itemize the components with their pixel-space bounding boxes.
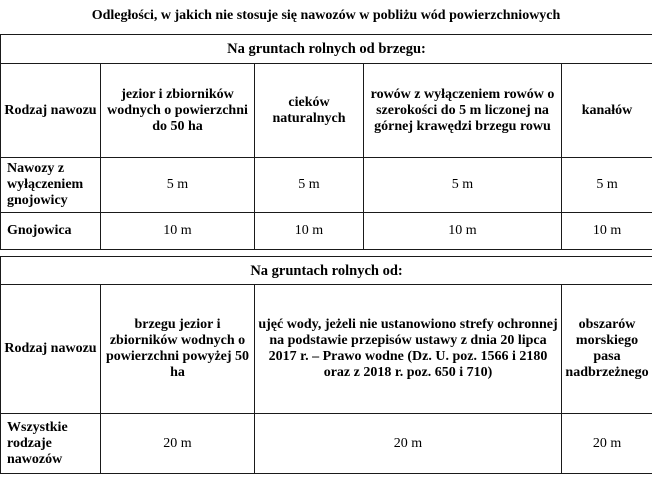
section1-header-row (1, 64, 652, 158)
section1-col-streams: cieków naturalnych (255, 64, 364, 158)
section1-heading-row (1, 35, 652, 64)
section2-heading-row (1, 257, 652, 285)
document-title: Odległości, w jakich nie stosuje się nawozów w pobliżu wód powierzchniowych (91, 8, 561, 23)
table-cell: 20 m (255, 414, 562, 474)
table-cell: 5 m (255, 158, 364, 213)
section1-col-canals: kanałów (562, 64, 652, 158)
table-cell: 10 m (562, 213, 652, 250)
section-spacer (1, 250, 652, 257)
section-divider (1, 250, 652, 257)
section1-col-lakes: jezior i zbiorników wodnych o powierzchni do 50 ha (101, 64, 255, 158)
table-cell: 20 m (562, 414, 652, 474)
table-cell: 5 m (562, 158, 652, 213)
section1-col-type: Rodzaj nawozu (1, 64, 101, 158)
section2-col-water-intakes: ujęć wody, jeżeli nie ustanowiono strefy ochronnej na podstawie przepisów ustawy z dnia 20 lipca 2017 r. – Prawo wodne (Dz. U. poz. 1566 i 2180 oraz z 2018 r. poz. 650 i 710) (255, 285, 562, 414)
row-label: Gnojowica (1, 213, 101, 250)
row-label: Nawozy z wyłączeniem gnojowicy (1, 158, 101, 213)
table-row (1, 213, 652, 250)
section2-heading: Na gruntach rolnych od: (1, 257, 652, 285)
section2-col-coastal-belt: obszarów morskiego pasa nadbrzeżnego (562, 285, 652, 414)
table-cell: 10 m (101, 213, 255, 250)
table-cell: 10 m (364, 213, 562, 250)
table-cell: 20 m (101, 414, 255, 474)
section1-col-ditches: rowów z wyłączeniem rowów o szerokości do 5 m liczonej na górnej krawędzi brzegu rowu (364, 64, 562, 158)
section2-header-row (1, 285, 652, 414)
section2-col-lakes: brzegu jezior i zbiorników wodnych o powierzchni powyżej 50 ha (101, 285, 255, 414)
table-cell: 5 m (101, 158, 255, 213)
row-label: Wszystkie rodzaje nawozów (1, 414, 101, 474)
section1-heading: Na gruntach rolnych od brzegu: (1, 35, 652, 64)
section2-col-type: Rodzaj nawozu (1, 285, 101, 414)
table-row (1, 414, 652, 474)
distances-table (0, 34, 652, 474)
table-row (1, 158, 652, 213)
table-cell: 5 m (364, 158, 562, 213)
table-cell: 10 m (255, 213, 364, 250)
